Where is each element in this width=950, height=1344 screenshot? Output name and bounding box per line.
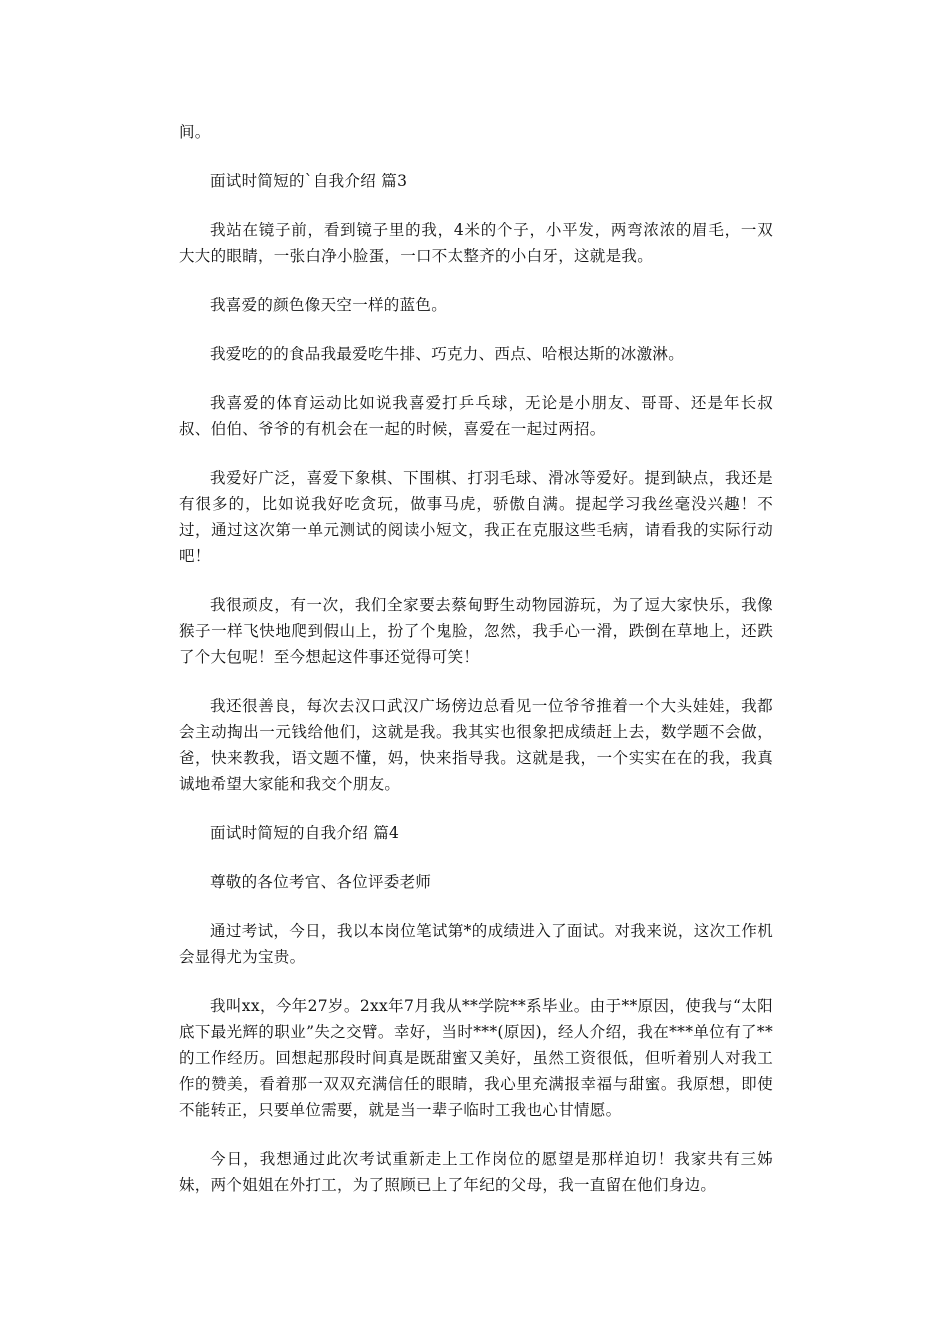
section-heading-4: 面试时简短的自我介绍 篇4: [210, 824, 400, 842]
paragraph: 我站在镜子前，看到镜子里的我，4米的个子，小平发，两弯浓浓的眉毛，一双大大的眼睛，一张白净小脸蛋，一口不太整齐的小白牙，这就是我。: [179, 221, 773, 265]
paragraph: 通过考试，今日，我以本岗位笔试第*的成绩进入了面试。对我来说，这次工作机会显得尤为宝贵。: [179, 922, 773, 966]
salutation: 尊敬的各位考官、各位评委老师: [210, 873, 432, 891]
paragraph: 今日，我想通过此次考试重新走上工作岗位的愿望是那样迫切！我家共有三姊妹，两个姐姐在外打工，为了照顾已上了年纪的父母，我一直留在他们身边。: [179, 1150, 773, 1194]
document-body: [179, 119, 773, 1221]
paragraph: 我很顽皮，有一次，我们全家要去蔡甸野生动物园游玩，为了逗大家快乐，我像猴子一样飞快地爬到假山上，扮了个鬼脸，忽然，我手心一滑，跌倒在草地上，还跌了个大包呢！至今想起这件事还觉得可笑！: [179, 596, 773, 666]
paragraph: 我喜爱的体育运动比如说我喜爱打乒乓球，无论是小朋友、哥哥、还是年长叔叔、伯伯、爷爷的有机会在一起的时候，喜爱在一起过两招。: [179, 394, 773, 438]
paragraph: 我爱好广泛，喜爱下象棋、下围棋、打羽毛球、滑冰等爱好。提到缺点，我还是有很多的，比如说我好吃贪玩，做事马虎，骄傲自满。提起学习我丝毫没兴趣！不过，通过这次第一单元测试的阅读小短文，我正在克服这些毛病，请看我的实际行动吧！: [179, 469, 773, 565]
paragraph: 我叫xx，今年27岁。2xx年7月我从**学院**系毕业。由于**原因，使我与“太阳底下最光辉的职业”失之交臂。幸好，当时***(原因)，经人介绍，我在***单位有了**的工作经历。回想起那段时间真是既甜蜜又美好，虽然工资很低，但听着别人对我工作的赞美，看着那一双双充满信任的眼睛，我心里充满报幸福与甜蜜。我原想，即使不能转正，只要单位需要，就是当一辈子临时工我也心甘情愿。: [179, 997, 773, 1119]
paragraph: 我爱吃的的食品我最爱吃牛排、巧克力、西点、哈根达斯的冰激淋。: [210, 345, 685, 363]
paragraph-continuation: 间。: [179, 123, 211, 141]
section-heading-3: 面试时简短的`自我介绍 篇3: [210, 172, 408, 190]
paragraph: 我还很善良，每次去汉口武汉广场傍边总看见一位爷爷推着一个大头娃娃，我都会主动掏出一元钱给他们，这就是我。我其实也很象把成绩赶上去，数学题不会做，爸，快来教我，语文题不懂，妈，快来指导我。这就是我，一个实实在在的我，我真诚地希望大家能和我交个朋友。: [179, 697, 773, 793]
paragraph: 我喜爱的颜色像天空一样的蓝色。: [210, 296, 448, 314]
